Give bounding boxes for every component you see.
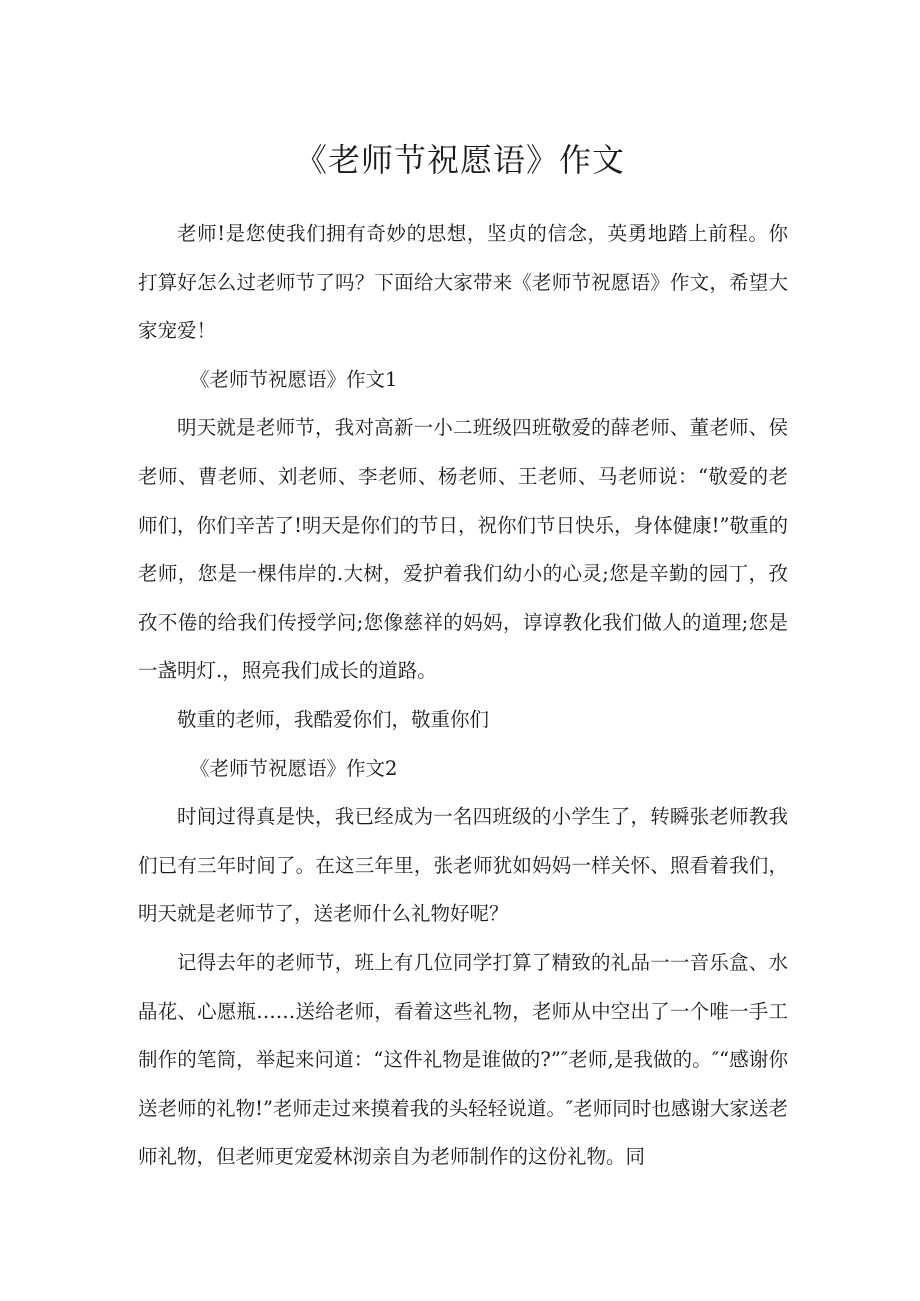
paragraph-essay1-main: 明天就是老师节，我对高新一小二班级四班敬爱的薛老师、董老师、侯老师、曹老师、刘老师、李老师、杨老师、王老师、马老师说：“敬爱的老师们，你们辛苦了!明天是你们的节日，祝你们节日快乐，身体健康!”敬重的老师，您是一棵伟岸的.大树，爱护着我们幼小的心灵;您是辛勤的园丁，孜孜不倦的给我们传授学问;您像慈祥的妈妈，谆谆教化我们做人的道理;您是一盏明灯.，照亮我们成长的道路。 (138, 416, 788, 683)
paragraph-essay1-closing: 敬重的老师，我酷爱你们，敬重你们 (177, 707, 490, 731)
paragraph-intro: 老师!是您使我们拥有奇妙的思想，坚贞的信念，英勇地踏上前程。你打算好怎么过老师节了吗？下面给大家带来《老师节祝愿语》作文，希望大家宠爱！ (138, 222, 788, 343)
document-title: 《老师节祝愿语》作文 (294, 141, 625, 179)
paragraph-essay2-story: 记得去年的老师节，班上有几位同学打算了精致的礼品一一音乐盒、水晶花、心愿瓶……送给老师，看着这些礼物，老师从中空出了一个唯一手工制作的笔筒，举起来问道：“这件礼物是谁做的?”″老师,是我做的。″“感谢你送老师的礼物!”老师走过来摸着我的头轻轻说道。″老师同时也感谢大家送老师礼物，但老师更宠爱林沏亲自为老师制作的这份礼物。同 (138, 950, 788, 1169)
paragraph-essay2-opening: 时间过得真是快，我已经成为一名四班级的小学生了，转瞬张老师教我们已有三年时间了。在这三年里，张老师犹如妈妈一样关怀、照看着我们，明天就是老师节了，送老师什么礼物好呢？ (138, 805, 788, 926)
section-heading-2: 《老师节祝愿语》作文2 (190, 756, 398, 780)
document-body (138, 210, 788, 1182)
section-heading-1: 《老师节祝愿语》作文1 (190, 367, 398, 391)
